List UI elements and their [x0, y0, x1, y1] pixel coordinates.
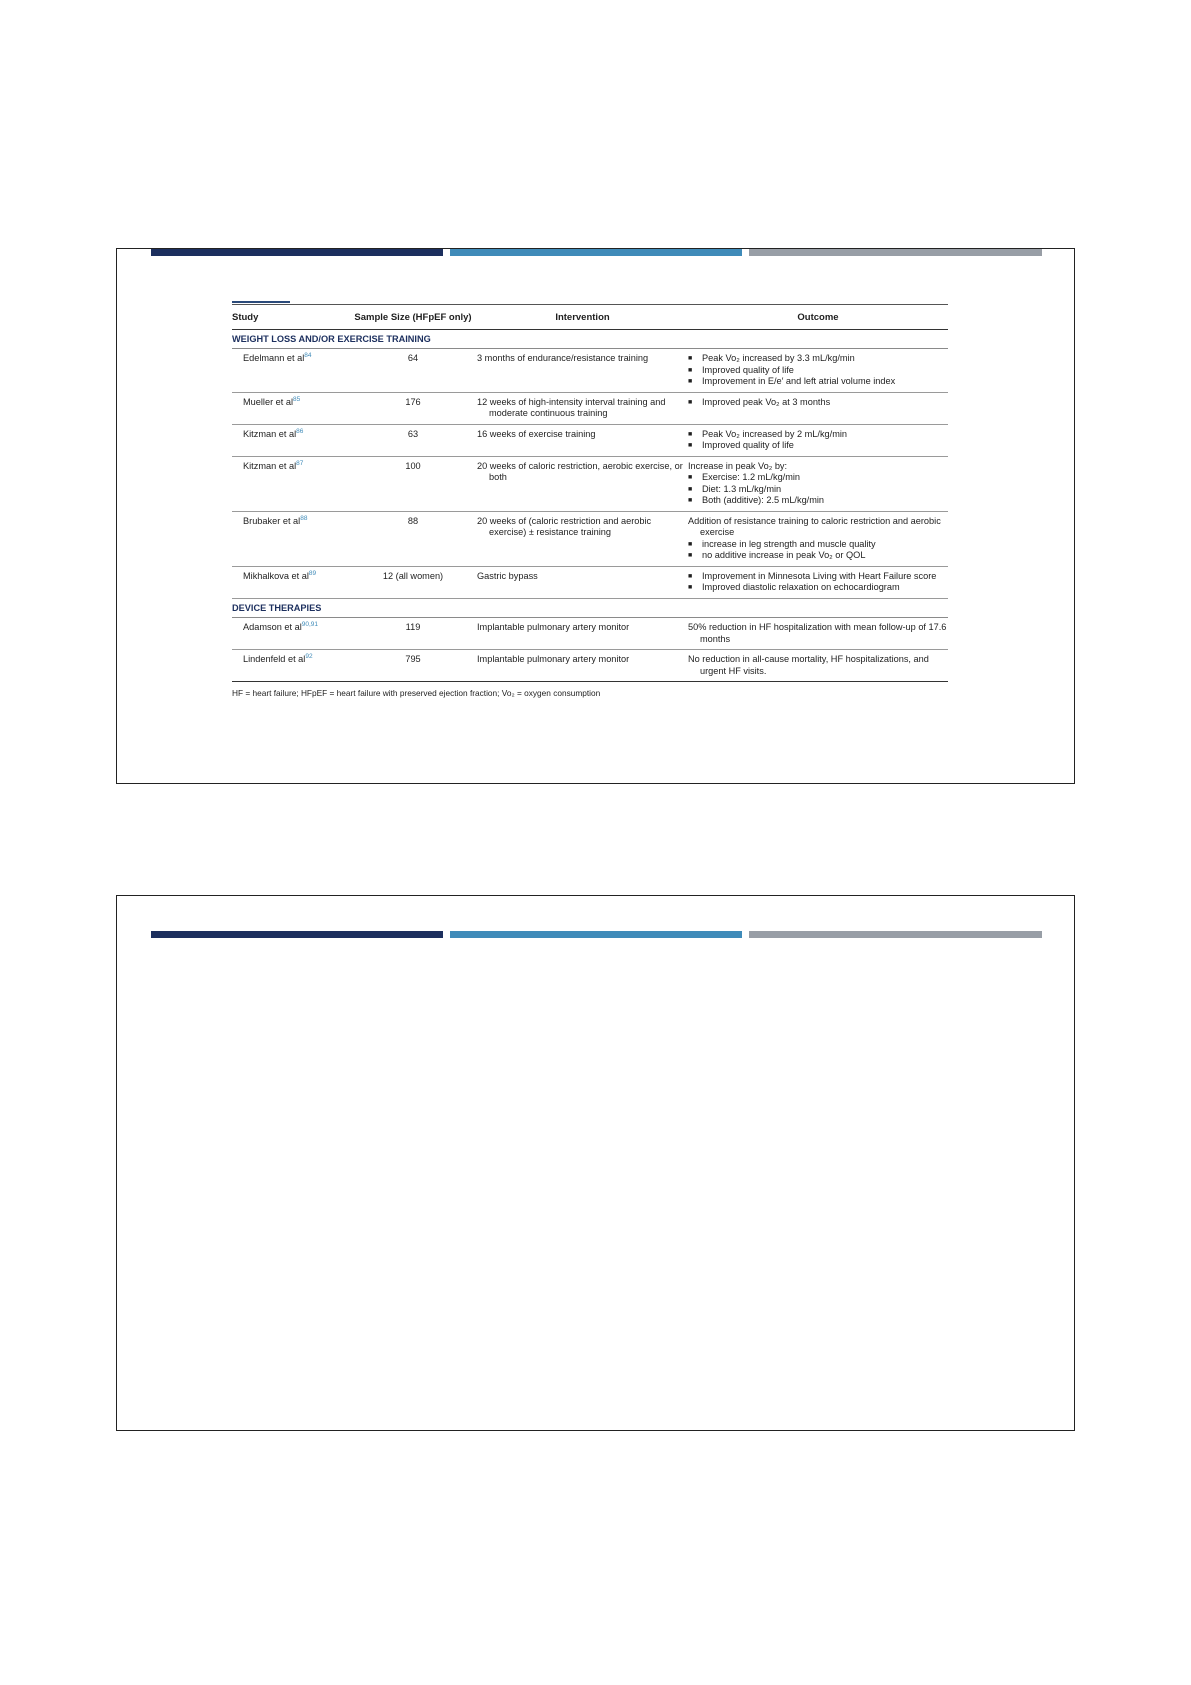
study-name: Brubaker et al — [243, 515, 301, 526]
outcome-item: ■ no additive increase in peak Vo₂ or QOL — [688, 550, 948, 562]
outcome-cell — [688, 424, 948, 456]
study-name: Mikhalkova et al — [243, 570, 309, 581]
outcome-item: ■ Improvement in E/e′ and left atrial volume index — [688, 376, 948, 388]
accent-bar-gray — [749, 931, 1042, 938]
outcome-item: ■ Improvement in Minnesota Living with Heart Failure score — [688, 571, 948, 583]
table-row — [232, 511, 948, 566]
section-title: DEVICE THERAPIES — [232, 598, 948, 618]
outcome-list — [688, 353, 948, 388]
sample-size-cell: 100 — [349, 456, 477, 511]
intervention-cell — [477, 424, 688, 456]
outcome-list — [688, 397, 948, 409]
outcome-item: ■ Improved peak Vo₂ at 3 months — [688, 397, 948, 409]
outcome-cell — [688, 349, 948, 393]
sample-size-cell: 795 — [349, 650, 477, 682]
table-row — [232, 349, 948, 393]
outcome-item: ■ Improved diastolic relaxation on echocardiogram — [688, 582, 948, 594]
accent-bar-blue — [450, 249, 742, 256]
table-row — [232, 650, 948, 682]
outcome-intro: No reduction in all-cause mortality, HF hospitalizations, and urgent HF visits. — [688, 654, 929, 676]
intervention-cell — [477, 392, 688, 424]
reference-number: 84 — [304, 351, 312, 359]
reference-number: 85 — [293, 395, 301, 403]
reference-number: 86 — [296, 427, 304, 435]
intervention-cell — [477, 650, 688, 682]
outcome-cell — [688, 392, 948, 424]
sample-size-cell: 64 — [349, 349, 477, 393]
outcome-cell — [688, 566, 948, 598]
intervention-text: Implantable pulmonary artery monitor — [477, 622, 630, 632]
outcome-item: ■ Improved quality of life — [688, 440, 948, 452]
reference-number: 90,91 — [301, 620, 319, 628]
study-cell — [232, 456, 349, 511]
studies-table-container — [232, 301, 948, 698]
intervention-text: 16 weeks of exercise training — [477, 428, 596, 439]
study-cell — [232, 650, 349, 682]
table-row — [232, 618, 948, 650]
study-name: Kitzman et al — [243, 460, 297, 471]
slide-1 — [116, 248, 1075, 784]
study-cell — [232, 349, 349, 393]
outcome-item: ■ Diet: 1.3 mL/kg/min — [688, 484, 948, 496]
outcome-item: ■ Improved quality of life — [688, 365, 948, 377]
intervention-text: 12 weeks of high-intensity interval training and moderate continuous training — [477, 396, 666, 418]
study-name: Kitzman et al — [243, 428, 297, 439]
sample-size-cell: 88 — [349, 511, 477, 566]
study-cell — [232, 392, 349, 424]
outcome-intro: 50% reduction in HF hospitalization with mean follow-up of 17.6 months — [688, 622, 947, 644]
intervention-cell — [477, 349, 688, 393]
reference-number: 87 — [296, 459, 304, 467]
outcome-cell — [688, 650, 948, 682]
slide-2 — [116, 895, 1075, 1431]
table-row — [232, 392, 948, 424]
header-study: Study — [232, 305, 349, 329]
outcome-item: ■ Peak Vo₂ increased by 3.3 mL/kg/min — [688, 353, 948, 365]
intervention-text: 20 weeks of (caloric restriction and aerobic exercise) ± resistance training — [477, 515, 652, 537]
intervention-cell — [477, 456, 688, 511]
table-row — [232, 566, 948, 598]
studies-table — [232, 305, 948, 682]
intervention-cell — [477, 566, 688, 598]
outcome-list — [688, 472, 948, 507]
outcome-intro: Increase in peak Vo₂ by: — [688, 460, 788, 471]
intervention-cell — [477, 511, 688, 566]
outcome-list — [688, 539, 948, 562]
intervention-text: 20 weeks of caloric restriction, aerobic exercise, or both — [477, 460, 683, 482]
table-row — [232, 456, 948, 511]
sample-size-cell: 176 — [349, 392, 477, 424]
study-cell — [232, 424, 349, 456]
intervention-text: Gastric bypass — [477, 570, 538, 581]
sample-size-cell: 12 (all women) — [349, 566, 477, 598]
outcome-item: ■ Peak Vo₂ increased by 2 mL/kg/min — [688, 429, 948, 441]
outcome-cell — [688, 618, 948, 650]
outcome-item: ■ increase in leg strength and muscle quality — [688, 539, 948, 551]
accent-bar-gray — [749, 249, 1042, 256]
study-cell — [232, 618, 349, 650]
table-row — [232, 424, 948, 456]
study-name: Adamson et al — [243, 622, 302, 632]
reference-number: 89 — [308, 569, 317, 577]
title-accent-bars — [151, 249, 1042, 257]
table-accent-line — [232, 301, 290, 303]
intervention-text: Implantable pulmonary artery monitor — [477, 654, 630, 664]
table-header-row — [232, 305, 948, 329]
reference-number: 92 — [305, 652, 313, 660]
accent-bar-navy — [151, 249, 443, 256]
study-cell — [232, 511, 349, 566]
intervention-cell — [477, 618, 688, 650]
section-title: WEIGHT LOSS AND/OR EXERCISE TRAINING — [232, 329, 948, 349]
outcome-list — [688, 571, 948, 594]
outcome-cell — [688, 511, 948, 566]
reference-number: 88 — [300, 514, 308, 522]
header-intervention: Intervention — [477, 305, 688, 329]
accent-bar-blue — [450, 931, 742, 938]
outcome-item: ■ Exercise: 1.2 mL/kg/min — [688, 472, 948, 484]
sample-size-cell: 63 — [349, 424, 477, 456]
outcome-list — [688, 429, 948, 452]
study-name: Edelmann et al — [243, 353, 305, 363]
study-name: Lindenfeld et al — [243, 654, 306, 664]
header-sample-size: Sample Size (HFpEF only) — [349, 305, 477, 329]
study-name: Mueller et al — [243, 396, 294, 407]
section-row-weight-loss — [232, 329, 948, 349]
outcome-intro: Addition of resistance training to caloric restriction and aerobic exercise — [688, 515, 941, 537]
accent-bar-navy — [151, 931, 443, 938]
section-row-device-therapies — [232, 598, 948, 618]
outcome-item: ■ Both (additive): 2.5 mL/kg/min — [688, 495, 948, 507]
title-accent-bars — [151, 931, 1042, 939]
study-cell — [232, 566, 349, 598]
outcome-cell — [688, 456, 948, 511]
header-outcome: Outcome — [688, 305, 948, 329]
sample-size-cell: 119 — [349, 618, 477, 650]
intervention-text: 3 months of endurance/resistance training — [477, 353, 649, 363]
table-footnote: HF = heart failure; HFpEF = heart failure with preserved ejection fraction; Vo₂ = oxygen consumption — [232, 688, 601, 698]
